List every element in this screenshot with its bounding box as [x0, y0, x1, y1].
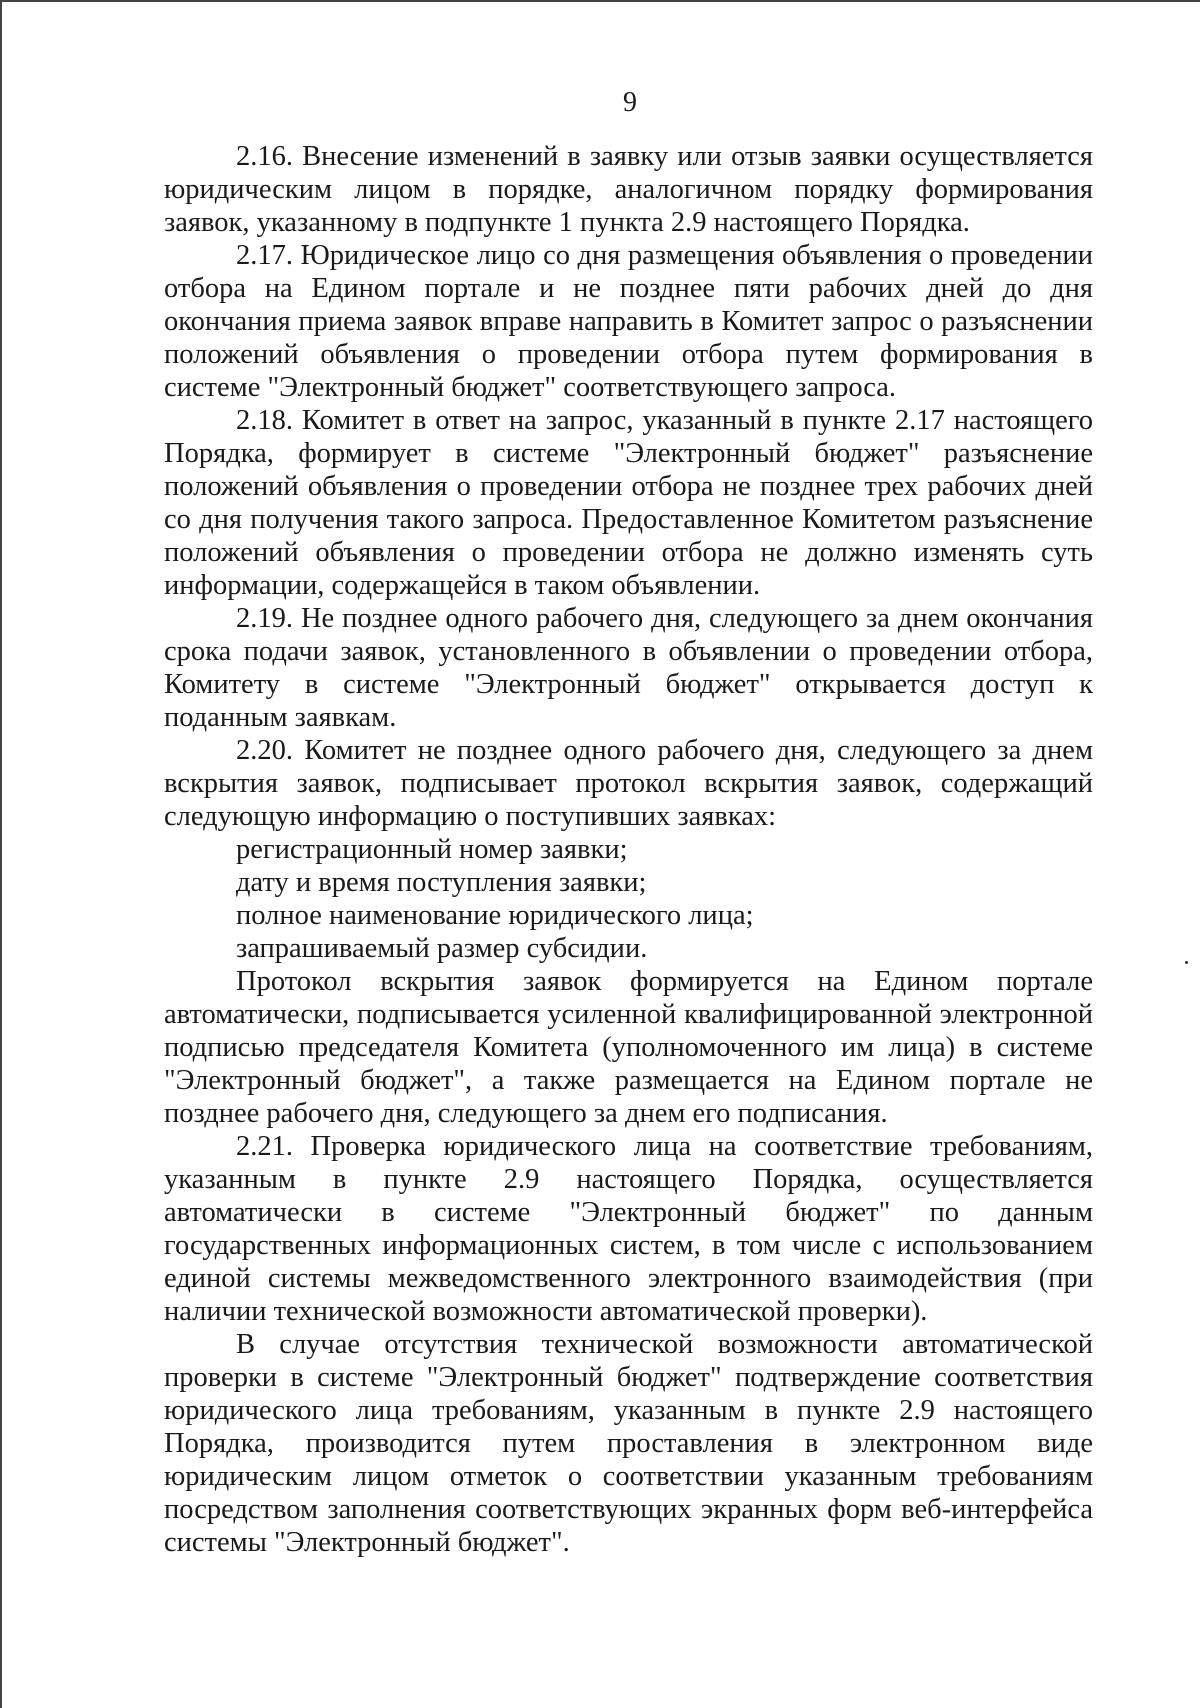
paragraph-2-18: 2.18. Комитет в ответ на запрос, указанный в пункте 2.17 настоящего Порядка, формирует в системе "Электронный бюджет" разъяснение положений объявления о проведении отбора не позднее трех рабочих дней со дня получения такого запроса. Предоставленное Комитетом разъяснение положений объявления о проведении отбора не должно изменять суть информации, содержащейся в таком объявлении. [164, 405, 1093, 601]
list-item-full-name: полное наименование юридического лица; [236, 900, 754, 931]
paragraph-2-19: 2.19. Не позднее одного рабочего дня, следующего за днем окончания срока подачи заявок, установленного в объявлении о проведении отбора, Комитету в системе "Электронный бюджет" открывается доступ к поданным заявкам. [164, 603, 1093, 733]
document-body [164, 140, 1093, 1559]
scan-speck [1185, 961, 1188, 964]
paragraph-manual-check: В случае отсутствия технической возможности автоматической проверки в системе "Электронный бюджет" подтверждение соответствия юридического лица требованиям, указанным в пункте 2.9 настоящего Порядка, производится путем проставления в электронном виде юридическим лицом отметок о соответствии указанным требованиям посредством заполнения соответствующих экранных форм веб-интерфейса системы "Электронный бюджет". [164, 1329, 1093, 1558]
paragraph-2-20: 2.20. Комитет не позднее одного рабочего дня, следующего за днем вскрытия заявок, подписывает протокол вскрытия заявок, содержащий следующую информацию о поступивших заявках: [164, 735, 1093, 832]
paragraph-2-21: 2.21. Проверка юридического лица на соответствие требованиям, указанным в пункте 2.9 настоящего Порядка, осуществляется автоматически в системе "Электронный бюджет" по данным государственных информационных систем, в том числе с использованием единой системы межведомственного электронного взаимодействия (при наличии технической возможности автоматической проверки). [164, 1131, 1093, 1327]
paragraph-protocol: Протокол вскрытия заявок формируется на Едином портале автоматически, подписывается усиленной квалифицированной электронной подписью председателя Комитета (уполномоченного им лица) в системе "Электронный бюджет", а также размещается на Едином портале не позднее рабочего дня, следующего за днем его подписания. [164, 966, 1093, 1129]
page-number: 9 [623, 87, 637, 118]
scan-edge-left [0, 0, 2, 1708]
list-item-subsidy-size: запрашиваемый размер субсидии. [236, 933, 648, 964]
list-item-registration-number: регистрационный номер заявки; [236, 834, 628, 865]
list-item-date-time: дату и время поступления заявки; [236, 867, 647, 898]
scan-edge-top [0, 0, 1200, 2]
paragraph-2-17: 2.17. Юридическое лицо со дня размещения объявления о проведении отбора на Едином портале и не позднее пяти рабочих дней до дня окончания приема заявок вправе направить в Комитет запрос о разъяснении положений объявления о проведении отбора путем формирования в системе "Электронный бюджет" соответствующего запроса. [164, 240, 1093, 403]
paragraph-2-16: 2.16. Внесение изменений в заявку или отзыв заявки осуществляется юридическим лицом в порядке, аналогичном порядку формирования заявок, указанному в подпункте 1 пункта 2.9 настоящего Порядка. [164, 141, 1093, 238]
